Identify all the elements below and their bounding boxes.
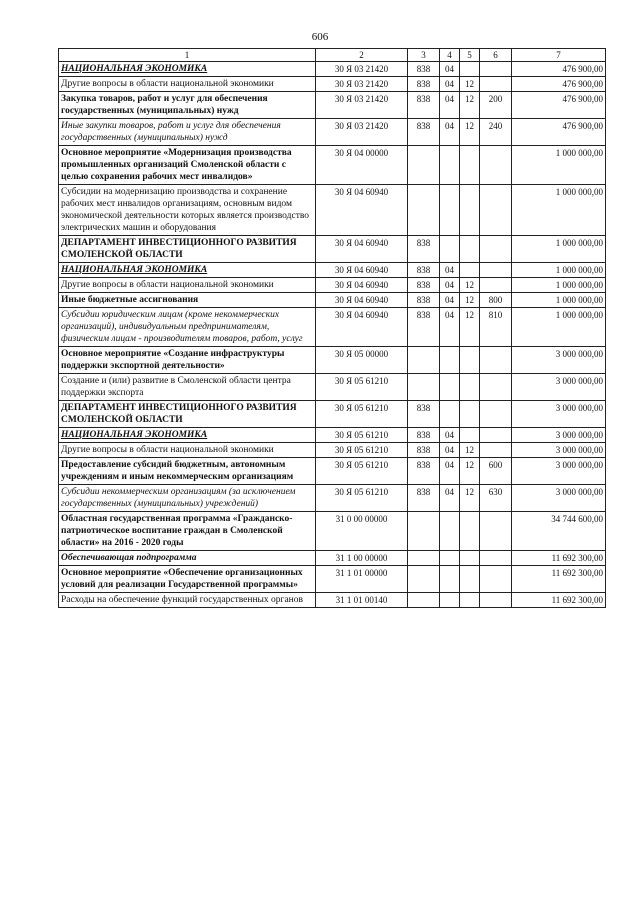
target-code: 30 Я 05 61210	[316, 443, 408, 458]
grbs-code: 838	[408, 428, 440, 443]
target-code: 30 Я 04 60940	[316, 308, 408, 347]
expense-type-code	[480, 185, 512, 236]
section-code: 04	[440, 278, 460, 293]
target-code: 31 1 00 00000	[316, 551, 408, 566]
subsection-code	[460, 236, 480, 263]
table-row	[59, 293, 606, 308]
section-code: 04	[440, 443, 460, 458]
section-code: 04	[440, 263, 460, 278]
grbs-code	[408, 551, 440, 566]
table-row	[59, 278, 606, 293]
target-code: 30 Я 04 00000	[316, 146, 408, 185]
row-name: ДЕПАРТАМЕНТ ИНВЕСТИЦИОННОГО РАЗВИТИЯ СМОЛЕНСКОЙ ОБЛАСТИ	[59, 236, 316, 263]
row-name: НАЦИОНАЛЬНАЯ ЭКОНОМИКА	[59, 428, 316, 443]
table-body	[59, 49, 606, 608]
row-name: Иные бюджетные ассигнования	[59, 293, 316, 308]
grbs-code	[408, 347, 440, 374]
expense-type-code: 800	[480, 293, 512, 308]
subsection-code: 12	[460, 92, 480, 119]
table-row	[59, 401, 606, 428]
grbs-code: 838	[408, 308, 440, 347]
amount: 3 000 000,00	[512, 401, 606, 428]
target-code: 31 0 00 00000	[316, 512, 408, 551]
subsection-code	[460, 146, 480, 185]
section-code	[440, 185, 460, 236]
target-code: 30 Я 03 21420	[316, 62, 408, 77]
page-number: 606	[311, 31, 329, 43]
amount: 476 900,00	[512, 77, 606, 92]
subsection-code: 12	[460, 293, 480, 308]
expense-type-code	[480, 263, 512, 278]
section-code	[440, 374, 460, 401]
expense-type-code	[480, 62, 512, 77]
row-name: ДЕПАРТАМЕНТ ИНВЕСТИЦИОННОГО РАЗВИТИЯ СМОЛЕНСКОЙ ОБЛАСТИ	[59, 401, 316, 428]
grbs-code: 838	[408, 236, 440, 263]
expense-type-code	[480, 278, 512, 293]
subsection-code	[460, 593, 480, 608]
budget-table	[58, 48, 606, 608]
subsection-code	[460, 374, 480, 401]
grbs-code	[408, 185, 440, 236]
row-name: Областная государственная программа «Гражданско-патриотическое воспитание граждан в Смоленской области» на 2016 - 2020 годы	[59, 512, 316, 551]
subsection-code: 12	[460, 443, 480, 458]
subsection-code	[460, 263, 480, 278]
expense-type-code: 240	[480, 119, 512, 146]
amount: 1 000 000,00	[512, 308, 606, 347]
amount: 476 900,00	[512, 62, 606, 77]
row-name: Закупка товаров, работ и услуг для обеспечения государственных (муниципальных) нужд	[59, 92, 316, 119]
table-row	[59, 77, 606, 92]
subsection-code	[460, 347, 480, 374]
subsection-code	[460, 428, 480, 443]
amount: 1 000 000,00	[512, 236, 606, 263]
expense-type-code	[480, 401, 512, 428]
table-row	[59, 593, 606, 608]
target-code: 30 Я 05 61210	[316, 458, 408, 485]
row-name: Основное мероприятие «Создание инфраструктуры поддержки экспортной деятельности»	[59, 347, 316, 374]
section-code: 04	[440, 62, 460, 77]
table-row	[59, 443, 606, 458]
row-name: Субсидии на модернизацию производства и сохранение рабочих мест инвалидов организациям, основным видом экономической деятельности которых является производство электрических машин и оборудования	[59, 185, 316, 236]
table-row	[59, 119, 606, 146]
section-code	[440, 401, 460, 428]
amount: 3 000 000,00	[512, 347, 606, 374]
row-name: Другие вопросы в области национальной экономики	[59, 77, 316, 92]
column-header-row	[59, 49, 606, 62]
section-code: 04	[440, 119, 460, 146]
amount: 3 000 000,00	[512, 443, 606, 458]
amount: 3 000 000,00	[512, 458, 606, 485]
section-code	[440, 146, 460, 185]
expense-type-code	[480, 428, 512, 443]
table-row	[59, 347, 606, 374]
target-code: 30 Я 05 61210	[316, 401, 408, 428]
row-name: Другие вопросы в области национальной экономики	[59, 443, 316, 458]
grbs-code: 838	[408, 278, 440, 293]
section-code	[440, 566, 460, 593]
amount: 1 000 000,00	[512, 278, 606, 293]
subsection-code: 12	[460, 278, 480, 293]
target-code: 30 Я 04 60940	[316, 236, 408, 263]
column-header: 1	[59, 49, 316, 62]
section-code	[440, 551, 460, 566]
amount: 3 000 000,00	[512, 485, 606, 512]
subsection-code: 12	[460, 485, 480, 512]
grbs-code: 838	[408, 77, 440, 92]
expense-type-code	[480, 146, 512, 185]
expense-type-code: 810	[480, 308, 512, 347]
section-code: 04	[440, 428, 460, 443]
table-row	[59, 374, 606, 401]
row-name: Предоставление субсидий бюджетным, автономным учреждениям и иным некоммерческим организациям	[59, 458, 316, 485]
subsection-code	[460, 62, 480, 77]
expense-type-code: 200	[480, 92, 512, 119]
target-code: 30 Я 04 60940	[316, 185, 408, 236]
target-code: 30 Я 03 21420	[316, 119, 408, 146]
table-row	[59, 236, 606, 263]
expense-type-code	[480, 236, 512, 263]
amount: 476 900,00	[512, 119, 606, 146]
grbs-code: 838	[408, 263, 440, 278]
subsection-code	[460, 512, 480, 551]
table-row	[59, 551, 606, 566]
amount: 11 692 300,00	[512, 551, 606, 566]
row-name: Создание и (или) развитие в Смоленской области центра поддержки экспорта	[59, 374, 316, 401]
column-header: 6	[480, 49, 512, 62]
table-row	[59, 428, 606, 443]
target-code: 30 Я 04 60940	[316, 263, 408, 278]
grbs-code	[408, 593, 440, 608]
row-name: НАЦИОНАЛЬНАЯ ЭКОНОМИКА	[59, 263, 316, 278]
subsection-code: 12	[460, 308, 480, 347]
section-code	[440, 593, 460, 608]
subsection-code: 12	[460, 119, 480, 146]
section-code: 04	[440, 485, 460, 512]
table-row	[59, 512, 606, 551]
grbs-code	[408, 512, 440, 551]
grbs-code: 838	[408, 62, 440, 77]
table-row	[59, 185, 606, 236]
row-name: Основное мероприятие «Модернизация производства промышленных организаций Смоленской области с целью сохранения рабочих мест инвалидов»	[59, 146, 316, 185]
row-name: Обеспечивающая подпрограмма	[59, 551, 316, 566]
target-code: 30 Я 05 61210	[316, 428, 408, 443]
amount: 3 000 000,00	[512, 374, 606, 401]
section-code: 04	[440, 92, 460, 119]
subsection-code: 12	[460, 77, 480, 92]
target-code: 30 Я 03 21420	[316, 77, 408, 92]
table-row	[59, 485, 606, 512]
table-row	[59, 566, 606, 593]
section-code	[440, 347, 460, 374]
section-code	[440, 512, 460, 551]
amount: 11 692 300,00	[512, 566, 606, 593]
expense-type-code	[480, 512, 512, 551]
subsection-code	[460, 566, 480, 593]
expense-type-code	[480, 566, 512, 593]
expense-type-code: 600	[480, 458, 512, 485]
amount: 1 000 000,00	[512, 293, 606, 308]
row-name: Субсидии некоммерческим организациям (за исключением государственных (муниципальных) учреждений)	[59, 485, 316, 512]
column-header: 4	[440, 49, 460, 62]
grbs-code	[408, 566, 440, 593]
subsection-code	[460, 551, 480, 566]
table-row	[59, 92, 606, 119]
table-row	[59, 458, 606, 485]
expense-type-code	[480, 443, 512, 458]
expense-type-code	[480, 551, 512, 566]
amount: 1 000 000,00	[512, 263, 606, 278]
grbs-code: 838	[408, 485, 440, 512]
grbs-code: 838	[408, 458, 440, 485]
column-header: 2	[316, 49, 408, 62]
section-code: 04	[440, 458, 460, 485]
target-code: 30 Я 05 61210	[316, 485, 408, 512]
row-name: Иные закупки товаров, работ и услуг для обеспечения государственных (муниципальных) нужд	[59, 119, 316, 146]
amount: 1 000 000,00	[512, 185, 606, 236]
row-name: Субсидии юридическим лицам (кроме некоммерческих организаций), индивидуальным предпринимателям, физическим лицам - производителям товаров, работ, услуг	[59, 308, 316, 347]
amount: 476 900,00	[512, 92, 606, 119]
row-name: Основное мероприятие «Обеспечение организационных условий для реализации Государственной программы»	[59, 566, 316, 593]
table-row	[59, 308, 606, 347]
section-code: 04	[440, 293, 460, 308]
grbs-code: 838	[408, 92, 440, 119]
grbs-code	[408, 374, 440, 401]
amount: 1 000 000,00	[512, 146, 606, 185]
grbs-code	[408, 146, 440, 185]
expense-type-code	[480, 77, 512, 92]
expense-type-code	[480, 347, 512, 374]
amount: 3 000 000,00	[512, 428, 606, 443]
grbs-code: 838	[408, 293, 440, 308]
target-code: 31 1 01 00140	[316, 593, 408, 608]
row-name: Расходы на обеспечение функций государственных органов	[59, 593, 316, 608]
target-code: 31 1 01 00000	[316, 566, 408, 593]
table-row	[59, 263, 606, 278]
amount: 11 692 300,00	[512, 593, 606, 608]
table-row	[59, 146, 606, 185]
section-code	[440, 236, 460, 263]
subsection-code: 12	[460, 458, 480, 485]
target-code: 30 Я 04 60940	[316, 293, 408, 308]
amount: 34 744 600,00	[512, 512, 606, 551]
target-code: 30 Я 05 61210	[316, 374, 408, 401]
table-row	[59, 62, 606, 77]
section-code: 04	[440, 308, 460, 347]
section-code: 04	[440, 77, 460, 92]
target-code: 30 Я 03 21420	[316, 92, 408, 119]
column-header: 7	[512, 49, 606, 62]
grbs-code: 838	[408, 443, 440, 458]
target-code: 30 Я 04 60940	[316, 278, 408, 293]
target-code: 30 Я 05 00000	[316, 347, 408, 374]
expense-type-code: 630	[480, 485, 512, 512]
expense-type-code	[480, 593, 512, 608]
row-name: Другие вопросы в области национальной экономики	[59, 278, 316, 293]
column-header: 5	[460, 49, 480, 62]
subsection-code	[460, 185, 480, 236]
row-name: НАЦИОНАЛЬНАЯ ЭКОНОМИКА	[59, 62, 316, 77]
expense-type-code	[480, 374, 512, 401]
grbs-code: 838	[408, 119, 440, 146]
subsection-code	[460, 401, 480, 428]
column-header: 3	[408, 49, 440, 62]
grbs-code: 838	[408, 401, 440, 428]
